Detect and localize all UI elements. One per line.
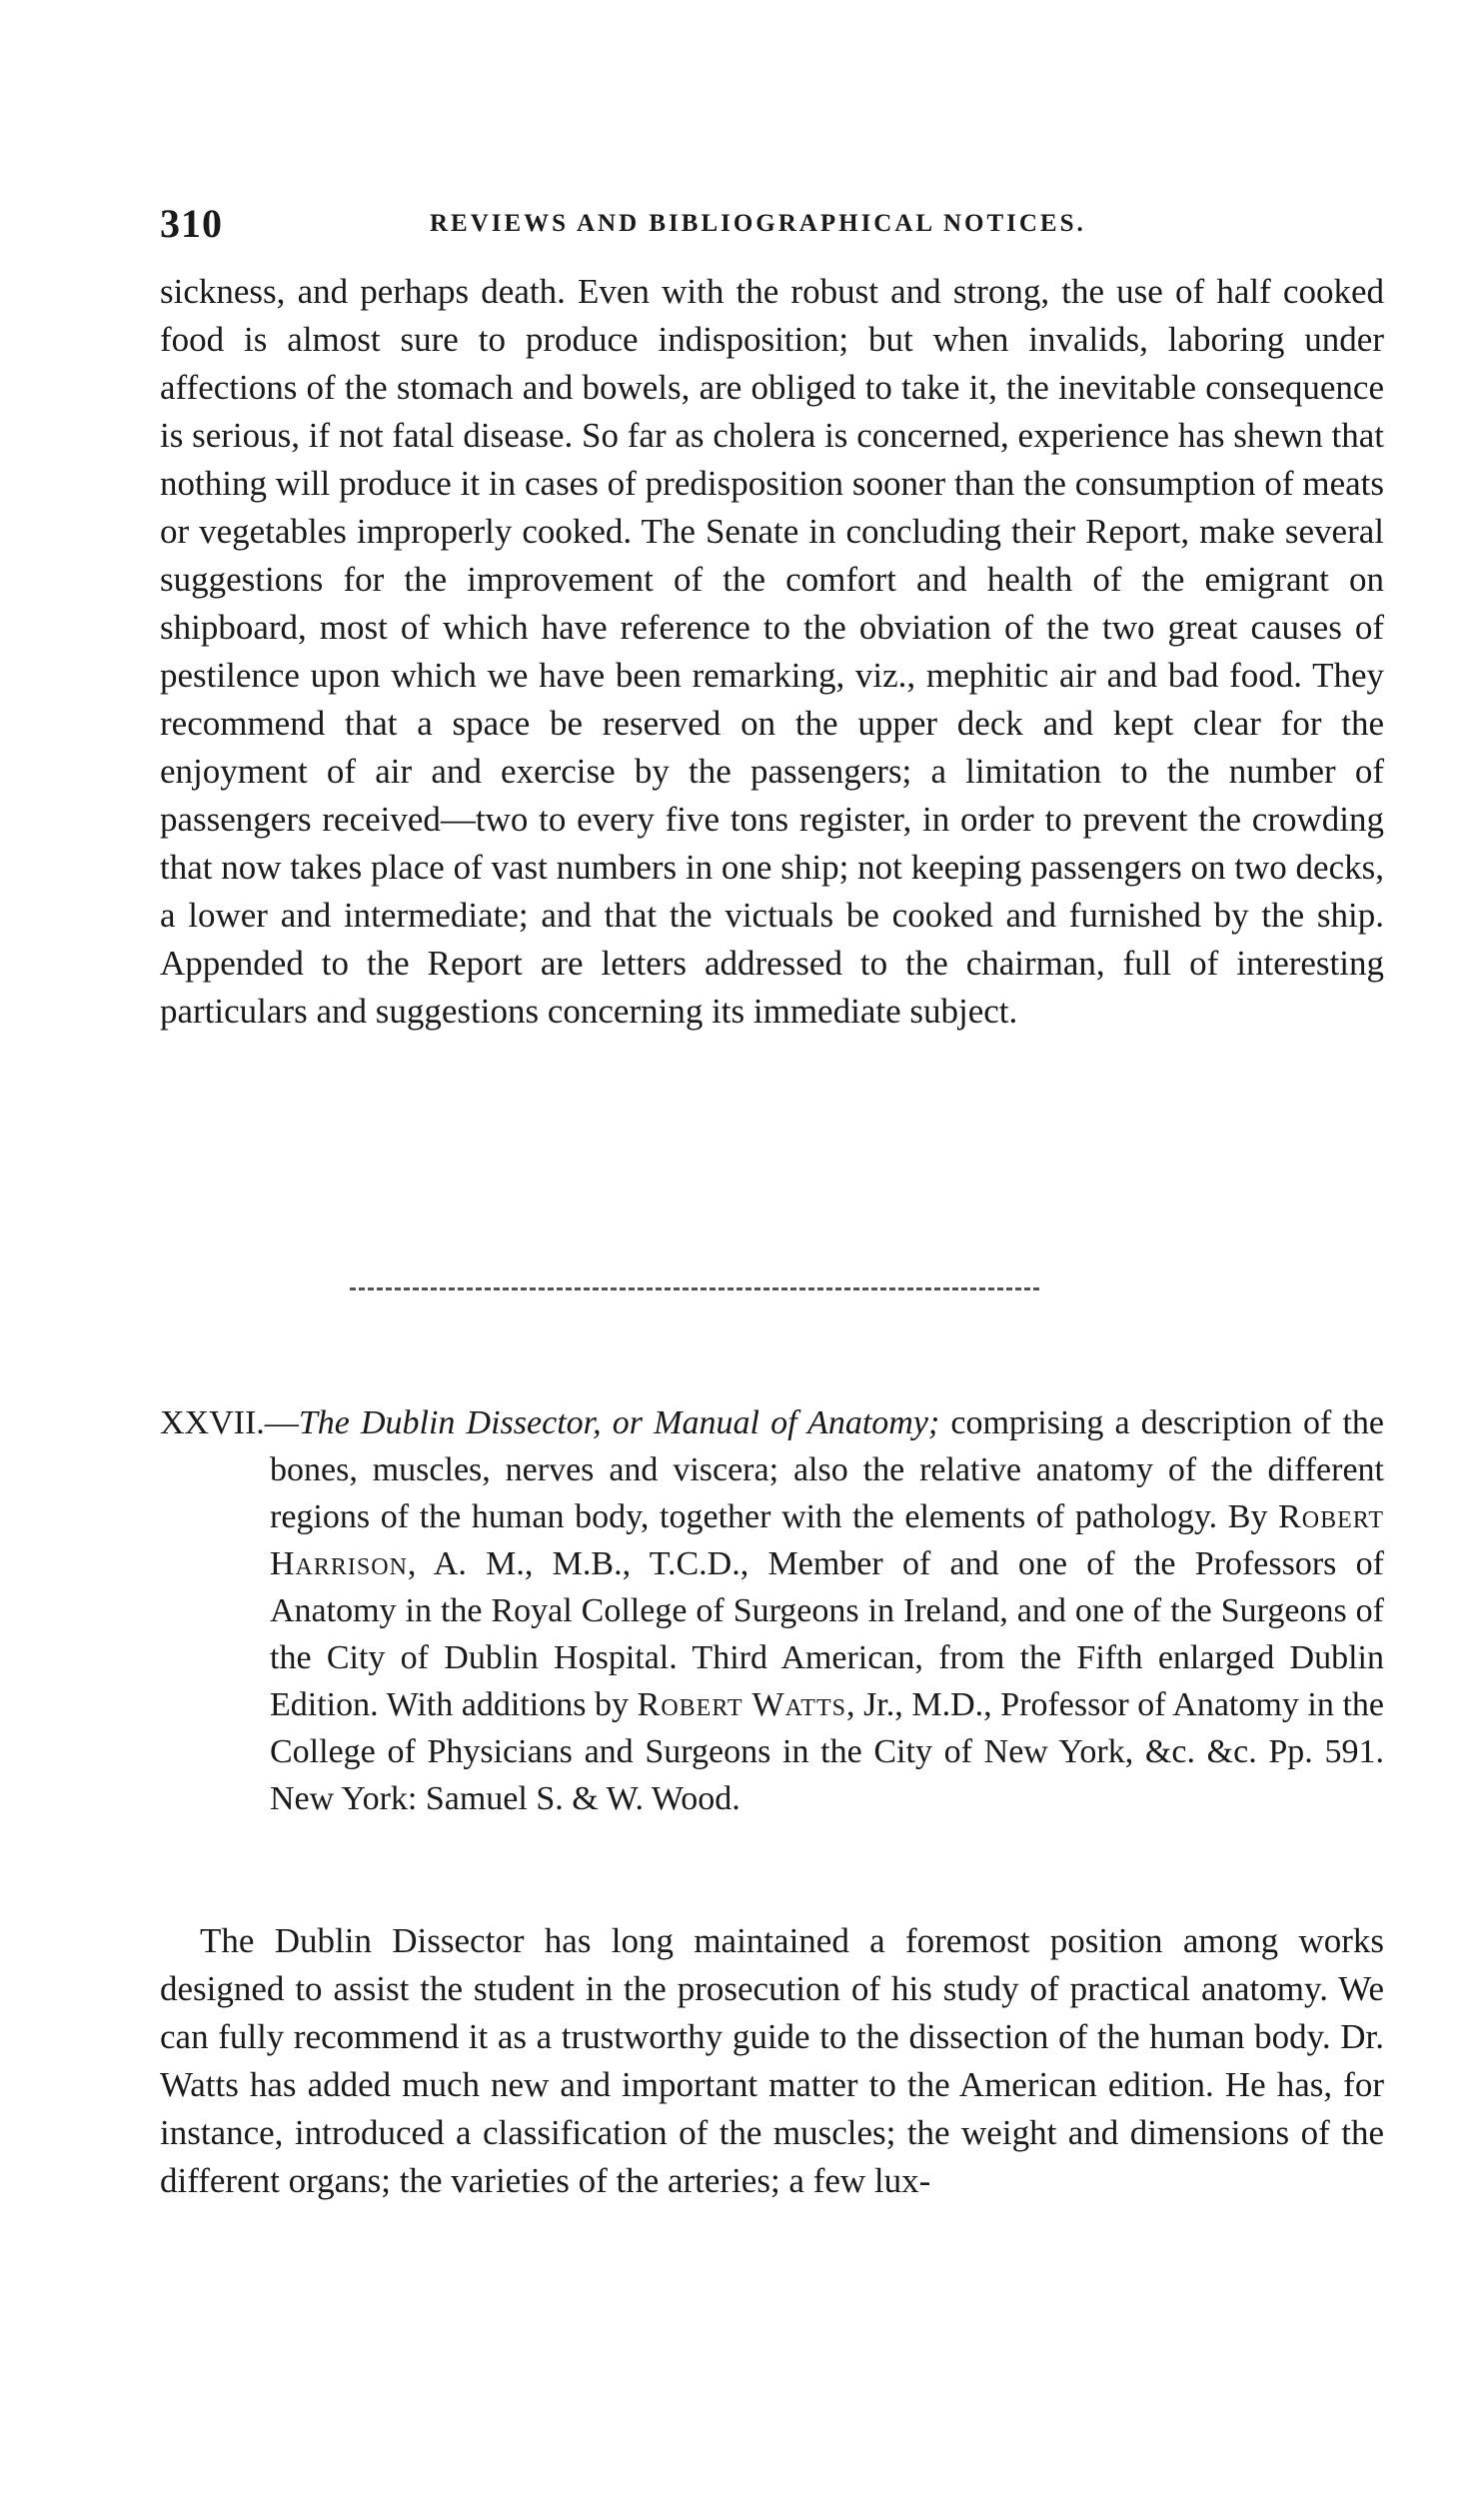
section-separator	[350, 1287, 1039, 1296]
running-head: REVIEWS AND BIBLIOGRAPHICAL NOTICES.	[430, 210, 1086, 237]
closing-paragraph: sickness, and perhaps death. Even with the robust and strong, the use of half cooked food is almost sure to produce indisposition; but when invalids, laboring under affections of the stomach and bowels, are obliged to take it, the inevitable consequence is serious, if not fatal disease. So far as cholera is concerned, experience has shewn that nothing will produce it in cases of predisposition sooner than the consumption of meats or vegetables improperly cooked. The Senate in concluding their Report, make several suggestions for the improvement of the comfort and health of the emigrant on shipboard, most of which have reference to the obviation of the two great causes of pestilence upon which we have been remarking, viz., mephitic air and bad food. They recommend that a space be reserved on the upper deck and kept clear for the enjoyment of air and exercise by the passengers; a limitation to the number of passengers received—two to every five tons register, in order to prevent the crowding that now takes place of vast numbers in one ship; not keeping passengers on two decks, a lower and intermediate; and that the victuals be cooked and furnished by the ship. Appended to the Report are letters addressed to the chairman, full of interesting particulars and suggestions concerning its immediate subject.	[160, 272, 1384, 1031]
review-author: Robert Harrison	[270, 1498, 1384, 1582]
review-body-paragraph: The Dublin Dissector has long maintained a foremost position among works designed to assist the student in the prosecution of his study of practical anatomy. We can fully recommend it as a trustworthy guide to the dissection of the human body. Dr. Watts has added much new and important matter to the American edition. He has, for instance, introduced a classification of the muscles; the weight and dimensions of the different organs; the varieties of the arteries; a few lux-	[160, 1921, 1384, 2200]
review-heading-block	[160, 1399, 1384, 1822]
review-entry-heading	[160, 1399, 1384, 1822]
review-editor: Robert Watts	[637, 1686, 846, 1723]
page-header	[160, 200, 1379, 250]
review-number: XXVII.—	[160, 1404, 299, 1441]
page-number: 310	[160, 201, 223, 246]
review-editor-credentials: , Jr., M.D., Professor of Anatomy in the College of Physicians and Surgeons in the City of New York, &c. &c. Pp. 591. New York: Samuel S. & W. Wood.	[270, 1686, 1384, 1817]
review-author-credentials: , A. M., M.B., T.C.D., Member of and one of the Professors of Anatomy in the Royal College of Surgeons in Ireland, and one of the Surgeons of the City of Dublin Hospital. Third American, from the Fifth enlarged Dublin Edition. With additions by	[270, 1545, 1384, 1723]
review-title: The Dublin Dissector, or Manual of Anatomy;	[298, 1404, 940, 1441]
review-description: comprising a description of the bones, muscles, nerves and viscera; also the relative anatomy of the different regions of the human body, together with the elements of pathology. By	[270, 1404, 1384, 1535]
